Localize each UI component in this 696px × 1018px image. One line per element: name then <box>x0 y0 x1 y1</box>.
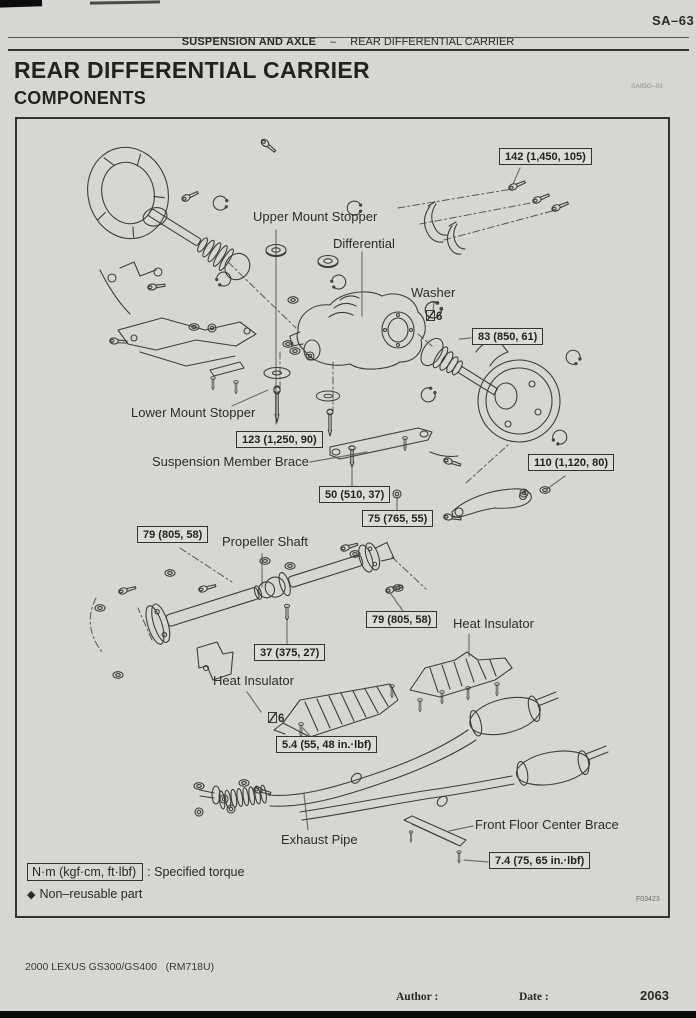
bolt-marker-insulator <box>268 712 284 725</box>
revision-code: SA05G–03 <box>631 83 663 90</box>
bolt-marker-washer <box>426 310 442 323</box>
section-divider: – <box>330 36 337 48</box>
legend-torque-desc: : Specified torque <box>147 865 245 879</box>
diamond-icon: ◆ <box>27 889 36 901</box>
torque-box-79-right: 79 (805, 58) <box>366 611 437 628</box>
torque-box-75: 75 (765, 55) <box>362 510 433 527</box>
torque-box-142: 142 (1,450, 105) <box>499 148 592 165</box>
model-line: 2000 LEXUS GS300/GS400 (RM718U) <box>25 961 215 973</box>
torque-box-110: 110 (1,120, 80) <box>528 454 614 471</box>
torque-box-50: 50 (510, 37) <box>319 486 390 503</box>
author-label: Author : <box>396 991 439 1003</box>
page-code: SA–63 <box>652 13 695 28</box>
legend-torque <box>27 863 244 881</box>
torque-box-5-4: 5.4 (55, 48 in.·lbf) <box>276 736 377 753</box>
bolt-marker-text: 6 <box>278 713 285 725</box>
torque-box-83: 83 (850, 61) <box>472 328 543 345</box>
label-propeller-shaft: Propeller Shaft <box>222 534 308 549</box>
scan-smudge <box>0 0 42 8</box>
torque-box-123: 123 (1,250, 90) <box>236 431 323 448</box>
label-suspension-member-brace: Suspension Member Brace <box>152 454 309 469</box>
label-front-floor-center-brace: Front Floor Center Brace <box>475 817 619 832</box>
section-subtitle: REAR DIFFERENTIAL CARRIER <box>350 36 515 48</box>
figure-code: F03423 <box>636 896 660 903</box>
bolt-marker-icon <box>268 712 277 723</box>
section-title: SUSPENSION AND AXLE <box>181 36 317 48</box>
torque-box-37: 37 (375, 27) <box>254 644 325 661</box>
bolt-marker-text: 6 <box>436 311 443 323</box>
scan-smudge-line <box>90 0 160 4</box>
label-differential: Differential <box>333 236 395 251</box>
bottom-scan-bar <box>0 1011 696 1018</box>
date-label: Date : <box>519 991 549 1003</box>
label-upper-mount-stopper: Upper Mount Stopper <box>253 209 378 224</box>
label-heat-insulator-right: Heat Insulator <box>453 616 534 631</box>
legend-torque-unit-box: N·m (kgf·cm, ft·lbf) <box>27 863 143 881</box>
torque-box-79-left: 79 (805, 58) <box>137 526 208 543</box>
page-title: REAR DIFFERENTIAL CARRIER <box>14 57 370 83</box>
label-heat-insulator-left: Heat Insulator <box>213 673 294 688</box>
running-header <box>0 36 696 48</box>
torque-box-7-4: 7.4 (75, 65 in.·lbf) <box>489 852 590 869</box>
label-washer: Washer <box>411 285 456 300</box>
footer-page-number: 2063 <box>640 988 669 1003</box>
header-rule-bottom <box>8 49 689 51</box>
label-lower-mount-stopper: Lower Mount Stopper <box>131 405 256 420</box>
label-exhaust-pipe: Exhaust Pipe <box>281 832 358 847</box>
legend-nonreusable-text: Non–reusable part <box>39 887 143 901</box>
legend-nonreusable <box>27 887 142 901</box>
page-subtitle: COMPONENTS <box>14 88 147 108</box>
bolt-marker-icon <box>426 310 435 321</box>
